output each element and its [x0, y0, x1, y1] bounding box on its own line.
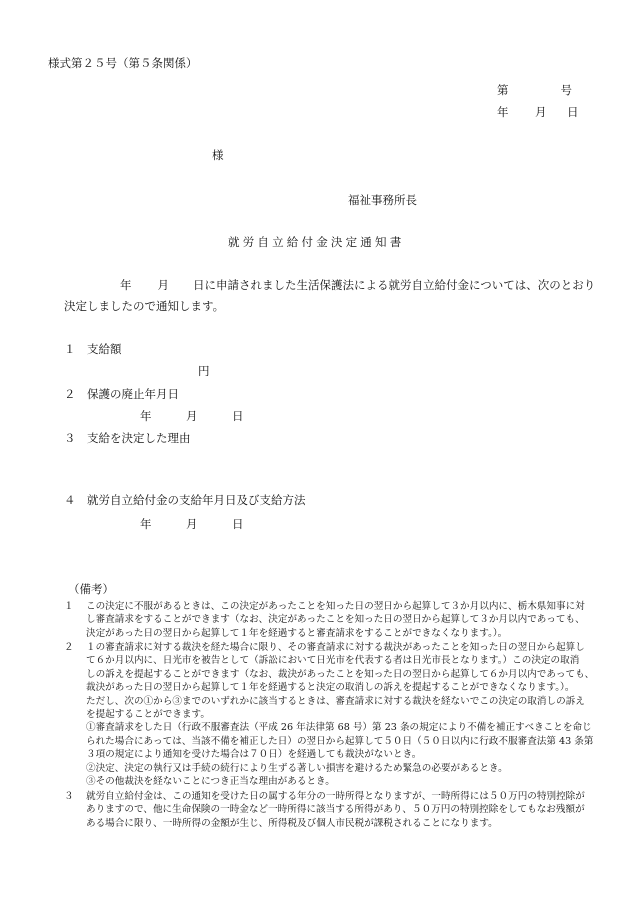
remark-line: １の審査請求に対する裁決を経た場合に限り、その審査請求に対する裁決があったことを知った日の翌日から起算し	[86, 642, 585, 653]
remark-line: ありますので、他に生命保険の一時金など一時所得に該当する所得があり、５０万円の特別控除をしてもなお残額が	[86, 804, 585, 816]
remark-3-number: ３	[64, 791, 74, 802]
intro-month: 月	[157, 278, 169, 292]
remark-line: し審査請求をすることができます（なお、決定があったことを知った日の翌日から起算して３か月以内であっても、	[86, 614, 585, 626]
section-4-month: 月	[186, 517, 198, 531]
date-day-label: 日	[567, 105, 579, 119]
remark-line: ③その他裁決を経ないことにつき正当な理由があるとき。	[86, 776, 335, 788]
remark-line: 就労自立給付金は、この通知を受けた日の属する年分の一時所得となりますが、一時所得には５０万円の特別控除が	[86, 791, 585, 802]
section-4-year: 年	[140, 517, 152, 531]
remark-line: しの訴えを提起することができます（なお、裁決があったことを知った日の翌日から起算して６か月以内であっても、	[86, 668, 595, 680]
intro-paragraph	[64, 275, 600, 317]
section-2-month: 月	[186, 409, 198, 423]
remark-line: られた場合にあっては、当該不備を補正した日）の翌日から起算して５０日（５０日以内に行政不服審査法第 43 条第	[86, 735, 594, 747]
remark-line: ある場合に限り、一時所得の金額が生じ、所得税及び個人市民税が課税されることになります。	[86, 817, 498, 829]
remark-line: ①審査請求をした日（行政不服審査法（平成 26 年法律第 68 号）第 23 条の規定により不備を補正すべきことを命じ	[86, 722, 592, 734]
remark-line: ②決定、決定の執行又は手続の続行により生ずる著しい損害を避けるため緊急の必要があるとき。	[86, 762, 508, 774]
intro-line2: 決定しましたので通知します。	[64, 299, 225, 313]
form-number: 様式第２５号（第５条関係）	[48, 56, 198, 70]
document-number-line	[497, 82, 572, 98]
intro-year: 年	[120, 278, 132, 292]
remark-line: この決定に不服があるときは、この決定があったことを知った日の翌日から起算して３か月以内に、栃木県知事に対	[86, 601, 585, 612]
section-4-date	[140, 516, 244, 532]
document-date-line	[497, 104, 579, 120]
intro-line1: 日に申請されました生活保護法による就労自立給付金については、次のとおり	[193, 278, 596, 292]
section-2-day: 日	[232, 409, 244, 423]
remark-2	[64, 641, 595, 788]
remark-1-number: １	[64, 601, 74, 612]
remark-2-number: ２	[64, 642, 74, 653]
section-2-date	[140, 408, 244, 424]
remark-1	[64, 600, 585, 640]
sender: 福祉事務所長	[348, 193, 417, 207]
section-2-label: ２ 保護の廃止年月日	[64, 387, 179, 401]
date-month-label: 月	[535, 105, 547, 119]
remarks-title: （備考）	[68, 582, 114, 596]
remark-line: て６か月以内に、日光市を被告として（訴訟において日光市を代表する者は日光市長となります。）この決定の取消	[86, 655, 580, 667]
remark-line: 決定があった日の翌日から起算して１年を経過すると審査請求をすることができなくなります。）。	[86, 627, 508, 639]
section-2-year: 年	[140, 409, 152, 423]
remark-line: 裁決があった日の翌日から起算して１年を経過すると決定の取消しの訴えを提起することができなくなります。）。	[86, 682, 575, 694]
section-1-unit: 円	[198, 364, 210, 378]
date-year-label: 年	[497, 105, 509, 119]
section-1-label: １ 支給額	[64, 342, 122, 356]
addressee-suffix: 様	[212, 148, 224, 162]
section-4-label: ４ 就労自立給付金の支給年月日及び支給方法	[64, 493, 306, 507]
number-prefix: 第	[497, 83, 509, 97]
section-4-day: 日	[232, 517, 244, 531]
remark-line: を提起することができます。	[86, 709, 210, 721]
remark-line: ３項の規定により通知を受けた場合は７０日）を経過しても裁決がないとき。	[86, 749, 422, 761]
section-3-label: ３ 支給を決定した理由	[64, 431, 191, 445]
page-title: 就労自立給付金決定通知書	[228, 235, 405, 249]
number-suffix: 号	[560, 83, 572, 97]
remark-line: ただし、次の①から③までのいずれかに該当するときは、審査請求に対する裁決を経ないでこの決定の取消しの訴え	[86, 695, 585, 707]
remark-3	[64, 790, 585, 830]
